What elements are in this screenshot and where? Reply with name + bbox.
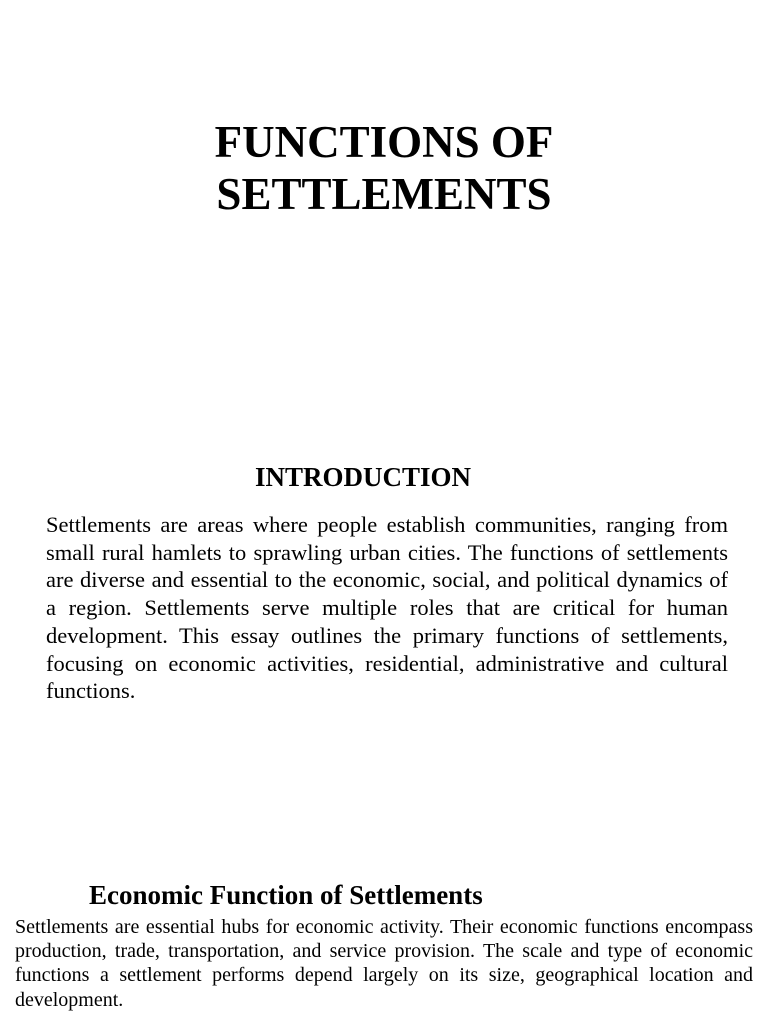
document-title-line-2: SETTLEMENTS [216,169,552,219]
document-title [0,116,768,220]
economic-function-paragraph: Settlements are essential hubs for economic activity. Their economic functions encompass production, trade, transportation, and service provision. The scale and type of economic functions a settlement performs depend largely on its size, geographical location and development. [15,916,753,1011]
document-title-line-1: FUNCTIONS OF [214,117,554,167]
introduction-paragraph: Settlements are areas where people establish communities, ranging from small rural hamlets to sprawling urban cities. The functions of settlements are diverse and essential to the economic, social, and political dynamics of a region. Settlements serve multiple roles that are critical for human development. This essay outlines the primary functions of settlements, focusing on economic activities, residential, administrative and cultural functions. [46,512,728,704]
introduction-heading: INTRODUCTION [254,462,472,492]
economic-function-heading: Economic Function of Settlements [89,880,483,910]
